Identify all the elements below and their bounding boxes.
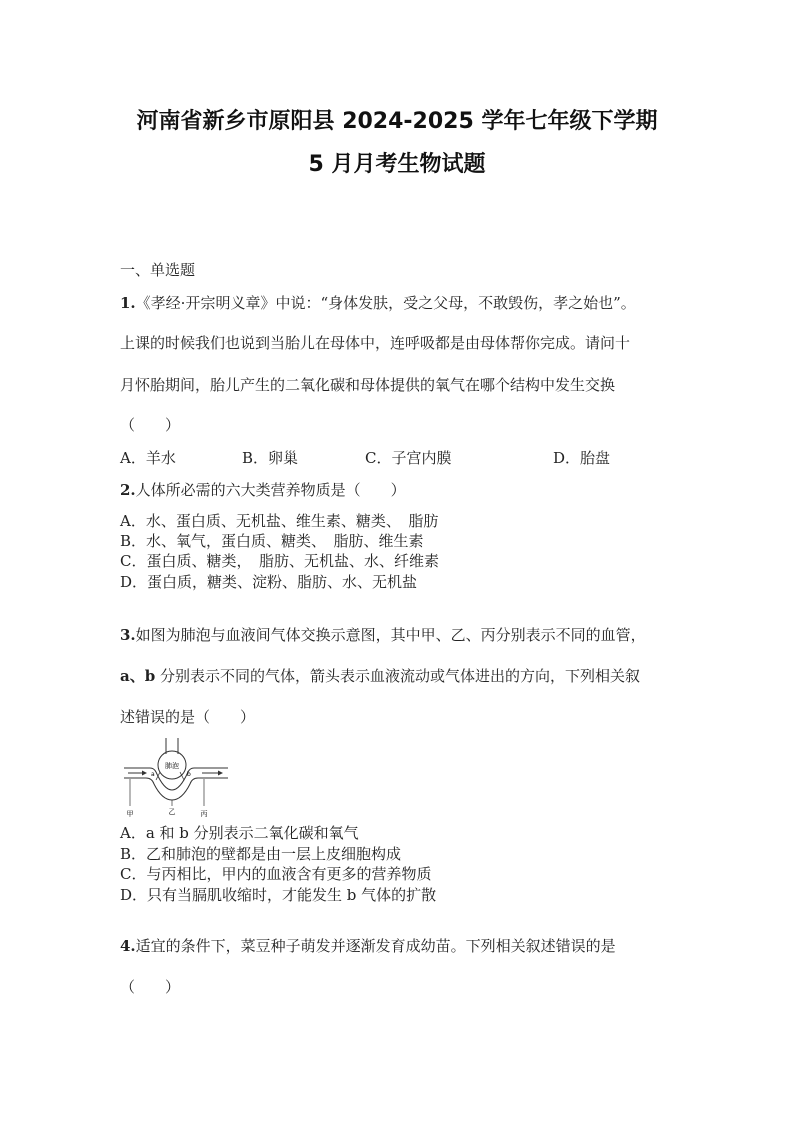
q2-option-a: A．水、蛋白质、无机盐、维生素、糖类、 脂肪 xyxy=(120,512,439,530)
alveolus-gas-exchange-diagram xyxy=(120,738,232,820)
q3-gas-labels: a、b xyxy=(120,667,156,685)
q4-blank: （ ） xyxy=(120,978,181,996)
q1-option-d: D．胎盘 xyxy=(553,449,611,467)
q3-line-3: 述错误的是（ ） xyxy=(120,708,256,726)
q3-line-1 xyxy=(120,624,646,645)
q2-line xyxy=(120,479,406,500)
flow-arrowhead-left xyxy=(142,771,147,776)
title-line-1: 河南省新乡市原阳县 2024-2025 学年七年级下学期 xyxy=(136,109,658,134)
q2-option-b: B．水、氧气，蛋白质、糖类、 脂肪、维生素 xyxy=(120,532,424,550)
gas-label-b: b xyxy=(187,771,191,778)
vessel-label-jia: 甲 xyxy=(126,810,134,818)
q1-text-1: 《孝经·开宗明义章》中说：“身体发肤，受之父母，不敢毁伤，孝之始也”。 xyxy=(135,294,636,312)
gas-label-a: a xyxy=(151,771,155,778)
alveolus-label: 肺泡 xyxy=(165,762,179,770)
q1-line-3: 月怀胎期间，胎儿产生的二氧化碳和母体提供的氧气在哪个结构中发生交换 xyxy=(120,376,616,394)
q3-number: 3. xyxy=(120,626,136,644)
q3-option-a: A．a 和 b 分别表示二氧化碳和氧气 xyxy=(120,824,359,842)
vessel-label-yi: 乙 xyxy=(168,808,176,816)
q4-number: 4. xyxy=(120,937,136,955)
title-line-2: 5 月月考生物试题 xyxy=(308,152,486,177)
q4-text-1: 适宜的条件下，菜豆种子萌发并逐渐发育成幼苗。下列相关叙述错误的是 xyxy=(135,937,616,955)
q2-option-d: D．蛋白质，糖类、淀粉、脂肪、水、无机盐 xyxy=(120,573,418,591)
q3-option-c: C．与丙相比，甲内的血液含有更多的营养物质 xyxy=(120,865,432,883)
q4-line-1 xyxy=(120,935,616,956)
q1-option-b: B．卵巢 xyxy=(242,449,299,467)
q3-text-2: 分别表示不同的气体，箭头表示血液流动或气体进出的方向，下列相关叙 xyxy=(155,667,640,685)
q1-number: 1. xyxy=(120,294,136,312)
q3-line-2 xyxy=(120,665,640,686)
q3-option-d: D．只有当膈肌收缩时，才能发生 b 气体的扩散 xyxy=(120,886,437,904)
q2-number: 2. xyxy=(120,481,136,499)
section-heading: 一、单选题 xyxy=(120,261,196,279)
q1-line-1 xyxy=(120,292,636,313)
flow-arrowhead-right xyxy=(218,771,223,776)
vessel-label-bing: 丙 xyxy=(200,810,208,818)
q2-text: 人体所必需的六大类营养物质是（ ） xyxy=(135,481,406,499)
q3-text-1: 如图为肺泡与血液间气体交换示意图，其中甲、乙、丙分别表示不同的血管， xyxy=(135,626,646,644)
vessel-upper-wall xyxy=(124,768,228,790)
q1-line-2: 上课的时候我们也说到当胎儿在母体中，连呼吸都是由母体帮你完成。请问十 xyxy=(120,334,631,352)
q3-option-b: B．乙和肺泡的壁都是由一层上皮细胞构成 xyxy=(120,845,402,863)
q1-option-c: C．子宫内膜 xyxy=(365,449,452,467)
q2-option-c: C．蛋白质、糖类， 脂肪、无机盐、水、纤维素 xyxy=(120,552,439,570)
q1-option-a: A．羊水 xyxy=(120,449,176,467)
q1-blank: （ ） xyxy=(120,416,181,434)
